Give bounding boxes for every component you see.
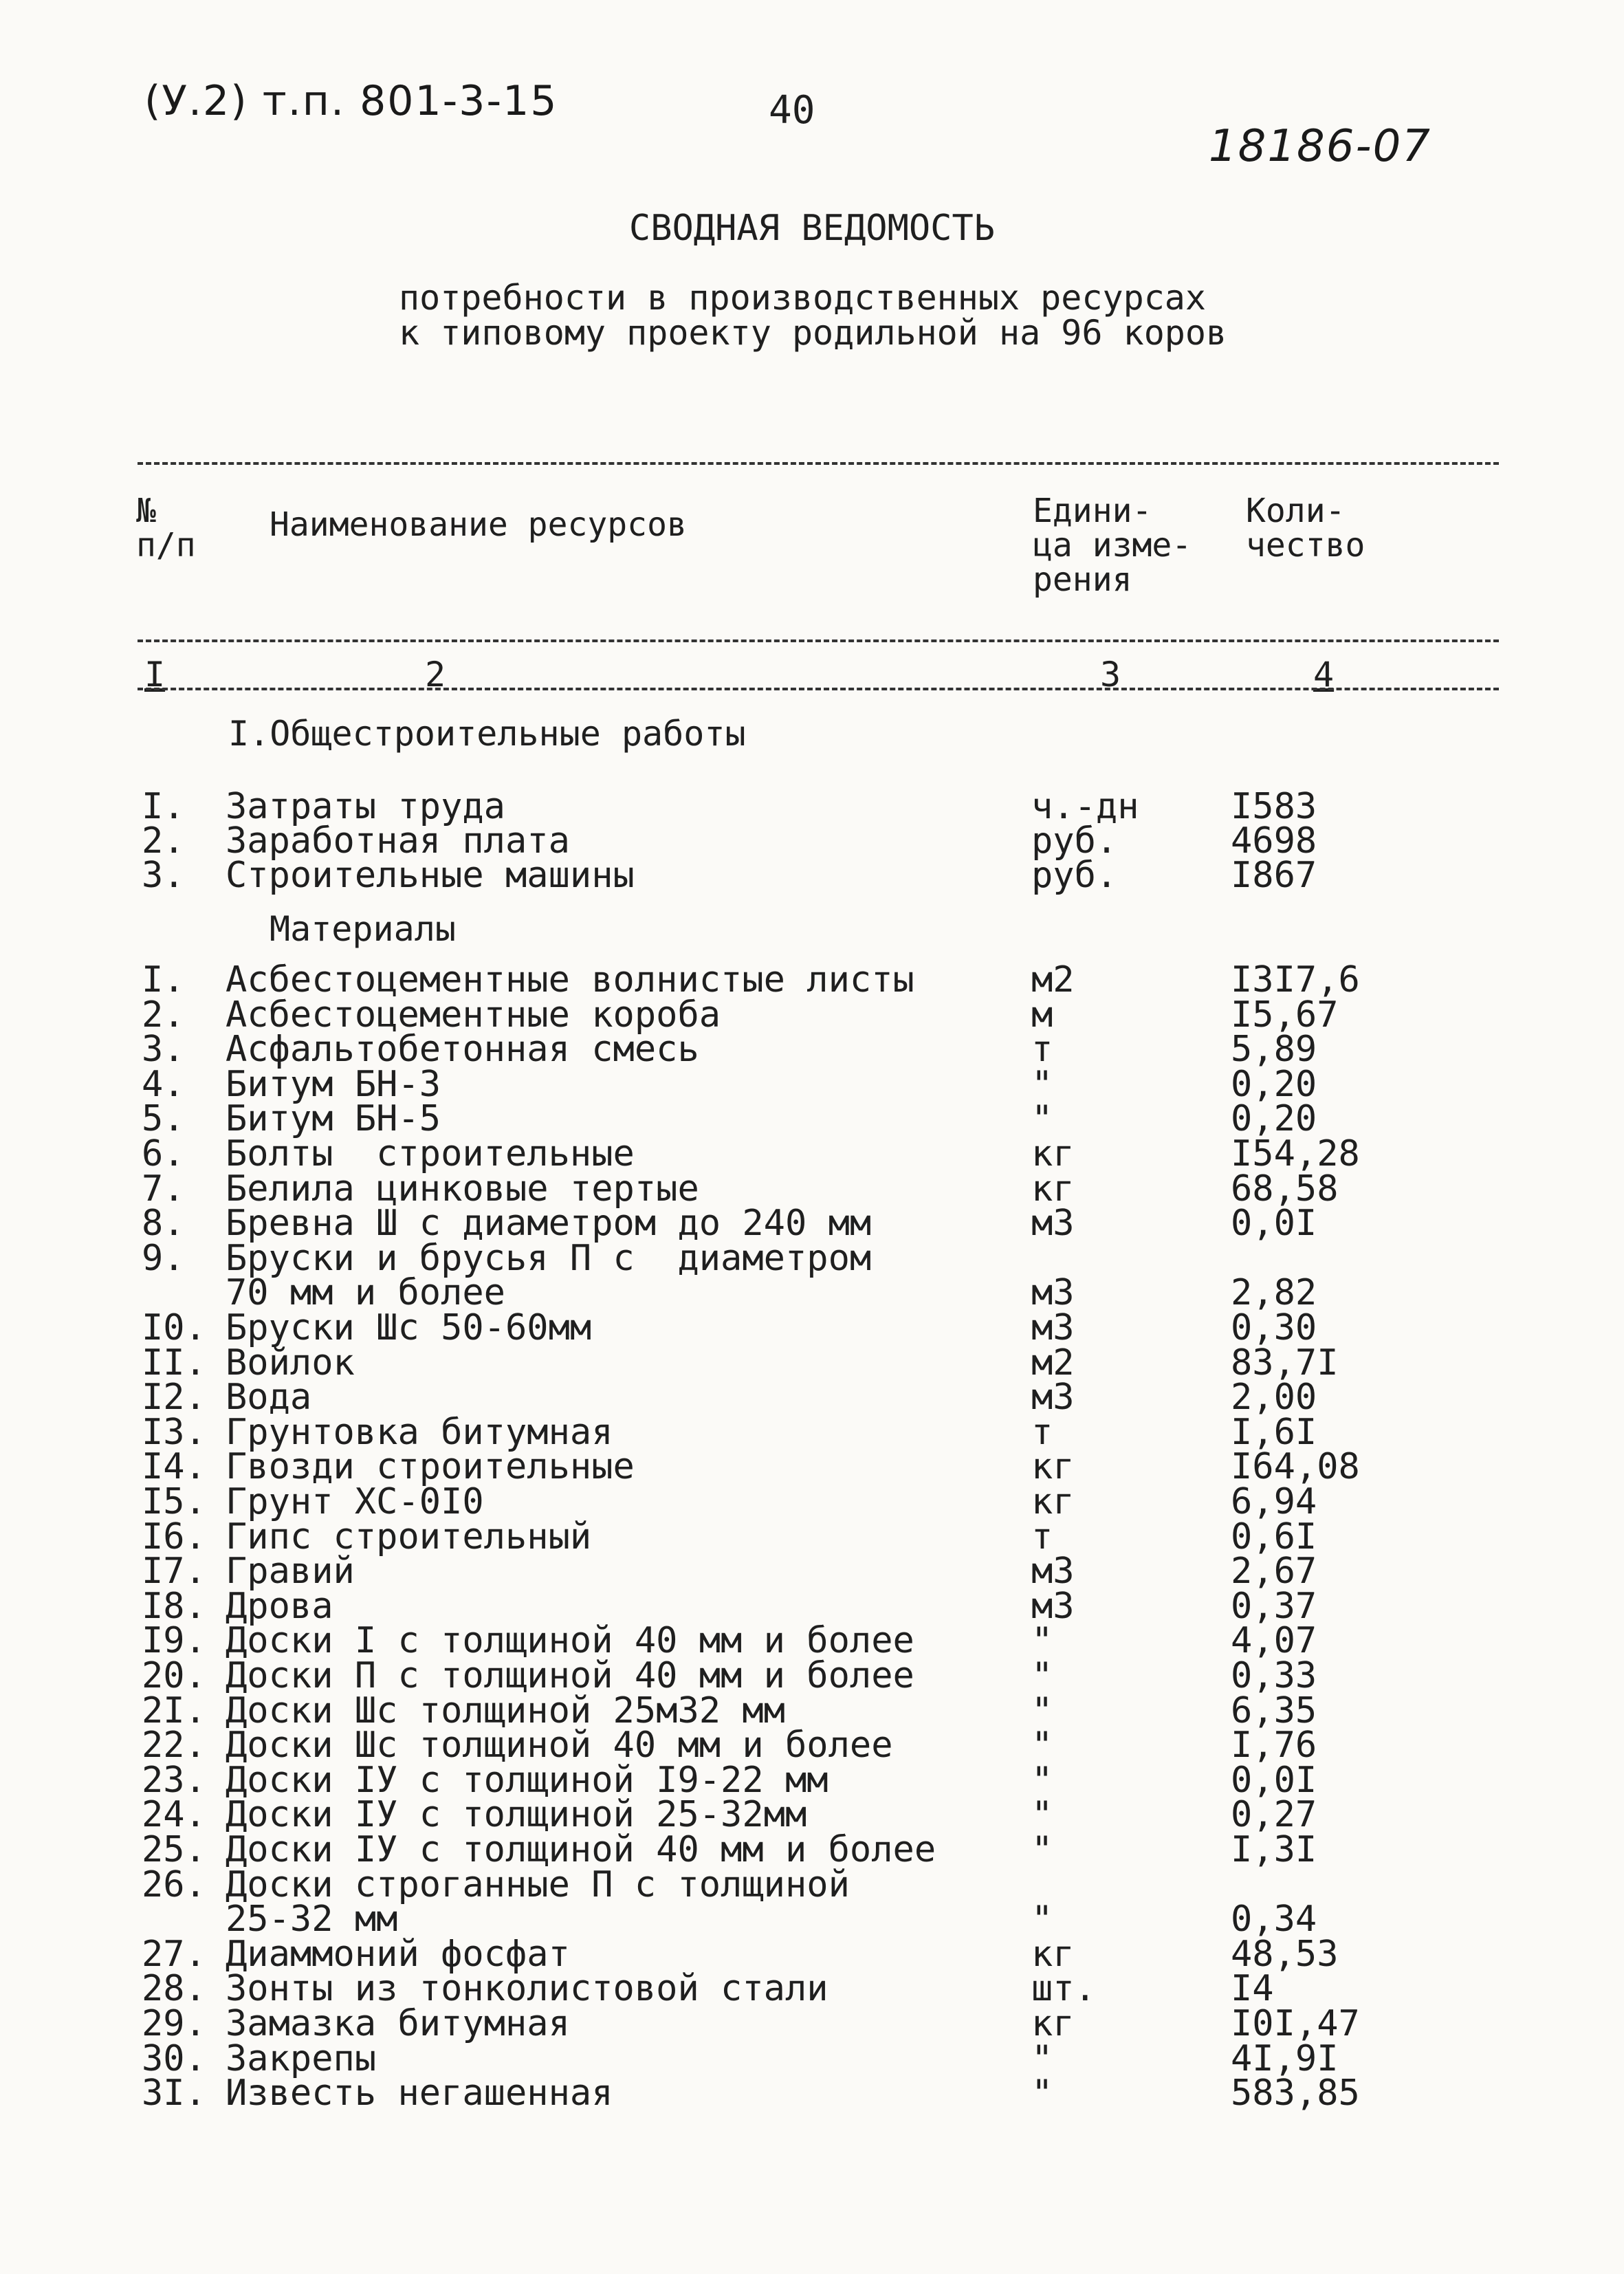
row-quantity: I0I,47	[1231, 2003, 1360, 2044]
document-subtitle	[399, 278, 1227, 353]
column-number-2: 2	[425, 655, 446, 695]
row-unit: шт.	[1031, 1968, 1096, 2009]
table-row	[0, 1133, 1624, 1174]
row-number: 8.	[142, 1203, 185, 1244]
row-unit: "	[1031, 1690, 1053, 1731]
table-row	[0, 1899, 1624, 1940]
table-row	[0, 959, 1624, 1001]
row-number: 30.	[142, 2038, 206, 2079]
row-name: Гвозди строительные	[226, 1446, 635, 1487]
row-number: 3.	[142, 1029, 185, 1070]
row-quantity: 83,7I	[1231, 1342, 1339, 1384]
row-name: Диаммоний фосфат	[226, 1934, 570, 1975]
row-name: Затраты труда	[226, 786, 505, 827]
table-row	[0, 1968, 1624, 2009]
row-unit: "	[1031, 1064, 1053, 1105]
row-quantity: I,76	[1231, 1725, 1317, 1766]
row-unit: кг	[1031, 1168, 1075, 1210]
row-number: 2I.	[142, 1690, 206, 1731]
row-quantity: 583,85	[1231, 2073, 1360, 2114]
row-number: I2.	[142, 1377, 206, 1418]
row-name: Строительные машины	[226, 855, 635, 896]
row-number: 24.	[142, 1794, 206, 1835]
row-unit: м	[1031, 994, 1053, 1036]
row-unit: т	[1031, 1516, 1053, 1557]
row-unit: м3	[1031, 1307, 1075, 1348]
row-unit: "	[1031, 1760, 1053, 1801]
row-name: 25-32 мм	[226, 1899, 398, 1940]
row-quantity: 5,89	[1231, 1029, 1317, 1070]
column-number-3: 3	[1100, 655, 1121, 695]
registration-number: 18186-07	[1208, 121, 1431, 172]
row-name: Доски IУ с толщиной 40 мм и более	[226, 1829, 936, 1870]
row-unit: "	[1031, 1794, 1053, 1835]
row-name: Белила цинковые тертые	[226, 1168, 699, 1210]
table-row	[0, 1446, 1624, 1487]
row-number: 6.	[142, 1133, 185, 1174]
row-name: Доски I с толщиной 40 мм и более	[226, 1620, 914, 1661]
row-number: I6.	[142, 1516, 206, 1557]
row-unit: м2	[1031, 959, 1075, 1001]
header-unit: Едини- ца изме- рения	[1033, 492, 1192, 599]
row-quantity: I,6I	[1231, 1412, 1317, 1453]
row-number: I3.	[142, 1412, 206, 1453]
row-quantity: 0,33	[1231, 1655, 1317, 1696]
table-row	[0, 1377, 1624, 1418]
row-quantity: I64,08	[1231, 1446, 1360, 1487]
row-unit: кг	[1031, 1133, 1075, 1174]
row-quantity: 0,0I	[1231, 1760, 1317, 1801]
table-row	[0, 1098, 1624, 1139]
row-unit: "	[1031, 2038, 1053, 2079]
row-number: 5.	[142, 1098, 185, 1139]
row-quantity: 0,37	[1231, 1586, 1317, 1627]
table-row	[0, 2003, 1624, 2044]
row-number: I0.	[142, 1307, 206, 1348]
row-quantity: 0,20	[1231, 1098, 1317, 1139]
row-quantity: I3I7,6	[1231, 959, 1360, 1001]
table-row	[0, 1168, 1624, 1210]
table-row	[0, 1690, 1624, 1731]
table-row	[0, 1620, 1624, 1661]
table-row	[0, 786, 1624, 827]
row-name: Грунтовка битумная	[226, 1412, 613, 1453]
row-name: Битум БН-5	[226, 1098, 441, 1139]
row-number: 2.	[142, 820, 185, 862]
table-row	[0, 1412, 1624, 1453]
row-name: Гравий	[226, 1551, 355, 1592]
row-name: Заработная плата	[226, 820, 570, 862]
header-num: № п/п	[136, 492, 196, 565]
table-row	[0, 1203, 1624, 1244]
table-row	[0, 1725, 1624, 1766]
subtitle-line: к типовому проекту родильной на 96 коров	[399, 313, 1227, 353]
row-name: Известь негашенная	[226, 2073, 613, 2114]
row-number: 25.	[142, 1829, 206, 1870]
row-quantity: 2,67	[1231, 1551, 1317, 1592]
column-numbers-rule	[138, 688, 1499, 690]
row-name: Дрова	[226, 1586, 333, 1627]
row-quantity: 0,6I	[1231, 1516, 1317, 1557]
row-unit: руб.	[1031, 855, 1118, 896]
document-code: (У.2) т.п. 801-3-15	[144, 77, 558, 125]
row-unit: кг	[1031, 1481, 1075, 1522]
table-row	[0, 1864, 1624, 1905]
row-name: Болты строительные	[226, 1133, 635, 1174]
table-row	[0, 1655, 1624, 1696]
row-quantity: 68,58	[1231, 1168, 1339, 1210]
row-unit: "	[1031, 1899, 1053, 1940]
row-number: 29.	[142, 2003, 206, 2044]
row-name: Доски IУ с толщиной I9-22 мм	[226, 1760, 829, 1801]
row-name: Битум БН-3	[226, 1064, 441, 1105]
row-number: II.	[142, 1342, 206, 1384]
row-name: Доски П с толщиной 40 мм и более	[226, 1655, 914, 1696]
table-row	[0, 2073, 1624, 2114]
row-unit: "	[1031, 2073, 1053, 2114]
row-quantity: 0,0I	[1231, 1203, 1317, 1244]
row-name: Бревна Ш с диаметром до 240 мм	[226, 1203, 872, 1244]
row-unit: м3	[1031, 1551, 1075, 1592]
row-name: Войлок	[226, 1342, 355, 1384]
row-name: Замазка битумная	[226, 2003, 570, 2044]
table-row	[0, 1307, 1624, 1348]
table-row	[0, 855, 1624, 896]
row-number: 3.	[142, 855, 185, 896]
row-number: 20.	[142, 1655, 206, 1696]
row-number: 2.	[142, 994, 185, 1036]
row-quantity: 4,07	[1231, 1620, 1317, 1661]
row-quantity: 0,20	[1231, 1064, 1317, 1105]
row-quantity: 2,00	[1231, 1377, 1317, 1418]
row-unit: кг	[1031, 1934, 1075, 1975]
row-unit: м3	[1031, 1203, 1075, 1244]
row-quantity: 6,94	[1231, 1481, 1317, 1522]
row-number: 7.	[142, 1168, 185, 1210]
row-name: Асфальтобетонная смесь	[226, 1029, 699, 1070]
row-number: I.	[142, 959, 185, 1001]
row-name: Доски строганные П с толщиной	[226, 1864, 850, 1905]
row-number: I4.	[142, 1446, 206, 1487]
row-number: 4.	[142, 1064, 185, 1105]
row-number: 27.	[142, 1934, 206, 1975]
row-quantity: I5,67	[1231, 994, 1339, 1036]
row-unit: ч.-дн	[1031, 786, 1139, 827]
row-quantity: 0,30	[1231, 1307, 1317, 1348]
table-row	[0, 1516, 1624, 1557]
row-name: Доски Шс толщиной 40 мм и более	[226, 1725, 893, 1766]
row-unit: м2	[1031, 1342, 1075, 1384]
row-quantity: I867	[1231, 855, 1317, 896]
row-name: Доски IУ с толщиной 25-32мм	[226, 1794, 807, 1835]
row-number: 3I.	[142, 2073, 206, 2114]
row-unit: кг	[1031, 2003, 1075, 2044]
row-quantity: I583	[1231, 786, 1317, 827]
row-unit: т	[1031, 1412, 1053, 1453]
table-row	[0, 820, 1624, 862]
table-row	[0, 1342, 1624, 1384]
row-number: I.	[142, 786, 185, 827]
row-quantity: 6,35	[1231, 1690, 1317, 1731]
table-row	[0, 1551, 1624, 1592]
row-number: 9.	[142, 1238, 185, 1279]
page-number: 40	[769, 88, 815, 133]
row-name: Закрепы	[226, 2038, 377, 2079]
row-quantity: I54,28	[1231, 1133, 1360, 1174]
table-row	[0, 1586, 1624, 1627]
table-row	[0, 1064, 1624, 1105]
row-number: 22.	[142, 1725, 206, 1766]
document-title: СВОДНАЯ ВЕДОМОСТЬ	[628, 208, 996, 249]
row-number: I8.	[142, 1586, 206, 1627]
row-name: Доски Шс толщиной 25м32 мм	[226, 1690, 785, 1731]
row-number: I9.	[142, 1620, 206, 1661]
table-row	[0, 1760, 1624, 1801]
row-unit: руб.	[1031, 820, 1118, 862]
row-name: Вода	[226, 1377, 312, 1418]
table-row	[0, 1029, 1624, 1070]
row-quantity: 2,82	[1231, 1272, 1317, 1313]
row-name: Зонты из тонколистовой стали	[226, 1968, 829, 2009]
row-name: Грунт ХС-0I0	[226, 1481, 484, 1522]
column-number-4: 4	[1313, 655, 1335, 695]
header-bottom-rule	[138, 639, 1499, 642]
row-quantity: I,3I	[1231, 1829, 1317, 1870]
table-row	[0, 1829, 1624, 1870]
row-number: I5.	[142, 1481, 206, 1522]
row-unit: т	[1031, 1029, 1053, 1070]
row-unit: м3	[1031, 1586, 1075, 1627]
table-row	[0, 2038, 1624, 2079]
table-row	[0, 1934, 1624, 1975]
header-qty: Коли- чество	[1246, 492, 1365, 565]
table-row	[0, 1794, 1624, 1835]
row-name: Асбестоцементные короба	[226, 994, 721, 1036]
row-number: 26.	[142, 1864, 206, 1905]
row-quantity: 48,53	[1231, 1934, 1339, 1975]
row-unit: м3	[1031, 1377, 1075, 1418]
row-quantity: 4I,9I	[1231, 2038, 1339, 2079]
row-name: 70 мм и более	[226, 1272, 505, 1313]
materials-title: Материалы	[270, 909, 456, 949]
row-unit: "	[1031, 1829, 1053, 1870]
section-title: I.Общестроительные работы	[228, 714, 746, 754]
table-row	[0, 1272, 1624, 1313]
row-name: Гипс строительный	[226, 1516, 592, 1557]
column-number-1: I	[144, 655, 166, 695]
row-name: Асбестоцементные волнистые листы	[226, 959, 914, 1001]
table-row	[0, 994, 1624, 1036]
row-quantity: 4698	[1231, 820, 1317, 862]
table-top-rule	[138, 462, 1499, 465]
row-unit: кг	[1031, 1446, 1075, 1487]
row-quantity: 0,34	[1231, 1899, 1317, 1940]
row-unit: "	[1031, 1620, 1053, 1661]
row-number: I7.	[142, 1551, 206, 1592]
row-unit: "	[1031, 1098, 1053, 1139]
row-quantity: I4	[1231, 1968, 1274, 2009]
row-unit: "	[1031, 1655, 1053, 1696]
row-number: 23.	[142, 1760, 206, 1801]
header-name: Наименование ресурсов	[270, 505, 687, 544]
subtitle-line: потребности в производственных ресурсах	[399, 278, 1206, 318]
row-unit: "	[1031, 1725, 1053, 1766]
row-name: Бруски и брусья П с диаметром	[226, 1238, 872, 1279]
table-row	[0, 1481, 1624, 1522]
row-quantity: 0,27	[1231, 1794, 1317, 1835]
row-number: 28.	[142, 1968, 206, 2009]
row-unit: м3	[1031, 1272, 1075, 1313]
table-row	[0, 1238, 1624, 1279]
row-name: Бруски Шс 50-60мм	[226, 1307, 592, 1348]
